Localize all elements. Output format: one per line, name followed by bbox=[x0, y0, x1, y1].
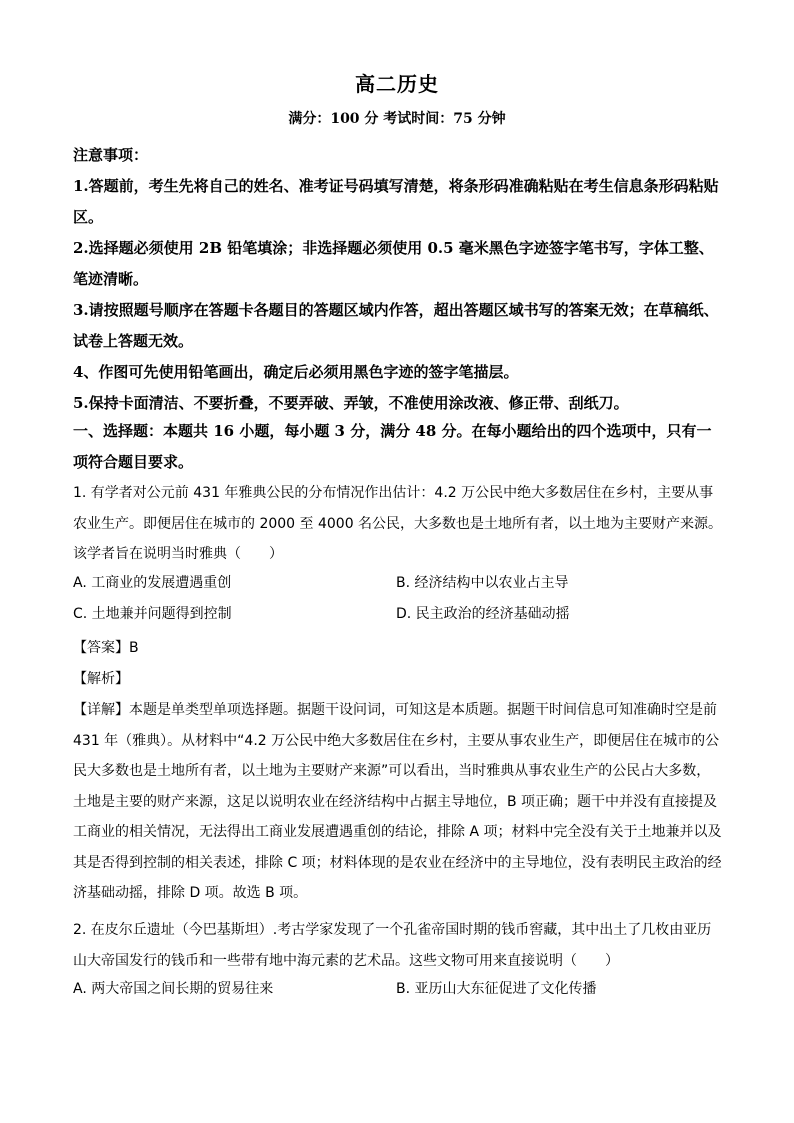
notice-heading: 注意事项： bbox=[73, 146, 149, 164]
question-2-option-b: B. 亚历山大东征促进了文化传播 bbox=[396, 981, 597, 997]
question-1-option-d: D. 民主政治的经济基础动摇 bbox=[396, 606, 570, 622]
question-1-option-b: B. 经济结构中以农业占主导 bbox=[396, 575, 569, 591]
page-title: 高二历史 bbox=[355, 72, 439, 96]
question-2-options-row-1 bbox=[73, 978, 723, 1008]
question-1-option-c: C. 土地兼并问题得到控制 bbox=[73, 606, 232, 622]
question-1-answer: 【答案】B bbox=[73, 640, 139, 656]
question-2-option-a: A. 两大帝国之间长期的贸易往来 bbox=[73, 981, 274, 997]
question-1-options-row-2 bbox=[73, 603, 723, 633]
notice-item-5: 5.保持卡面清洁、不要折叠，不要弄破、弄皱，不准使用涂改液、修正带、刮纸刀。 bbox=[73, 394, 629, 412]
notice-item-4: 4、作图可先使用铅笔画出，确定后必须用黑色字迹的签字笔描层。 bbox=[73, 363, 519, 381]
notice-item-2: 2.选择题必须使用 2B 铅笔填涂；非选择题必须使用 0.5 毫米黑色字迹签字笔书写，字体工整、笔迹清晰。 bbox=[73, 239, 714, 288]
question-1-options-row-1 bbox=[73, 572, 723, 602]
notice-item-3: 3.请按照题号顺序在答题卡各题目的答题区域内作答，超出答题区域书写的答案无效；在草稿纸、试卷上答题无效。 bbox=[73, 301, 719, 350]
question-1-stem: 1. 有学者对公元前 431 年雅典公民的分布情况作出估计：4.2 万公民中绝大多数居住在乡村，主要从事农业生产。即便居住在城市的 2000 至 4000 名公民，大多数也是土地所有者，以土地为主要财产来源。该学者旨在说明当时雅典（ ） bbox=[73, 485, 723, 562]
question-1-option-a: A. 工商业的发展遭遇重创 bbox=[73, 575, 232, 591]
exam-info: 满分：100 分 考试时间：75 分钟 bbox=[288, 111, 506, 127]
question-1-analysis-label: 【解析】 bbox=[73, 671, 129, 687]
notice-item-1: 1.答题前，考生先将自己的姓名、准考证号码填写清楚，将条形码准确粘贴在考生信息条形码粘贴区。 bbox=[73, 177, 719, 226]
question-2-stem: 2. 在皮尔丘遗址（今巴基斯坦）.考古学家发现了一个孔雀帝国时期的钱币窖藏，其中出土了几枚由亚历山大帝国发行的钱币和一些带有地中海元素的艺术品。这些文物可用来直接说明（ ） bbox=[73, 922, 712, 969]
section-heading: 一、选择题：本题共 16 小题，每小题 3 分，满分 48 分。在每小题给出的四个选项中，只有一项符合题目要求。 bbox=[73, 422, 712, 471]
question-1-detail: 【详解】本题是单类型单项选择题。据题干设问词，可知这是本质题。据题干时间信息可知准确时空是前 431 年（雅典）。从材料中“4.2 万公民中绝大多数居住在乡村，主要从事农业生产，即便居住在城市的公民大多数也是土地所有者，以土地为主要财产来源”可以看出，当时雅典从事农业生产的公民占大多数，土地是主要的财产来源，这足以说明农业在经济结构中占据主导地位，B 项正确；题干中并没有直接提及工商业的相关情况，无法得出工商业发展遭遇重创的结论，排除 A 项；材料中完全没有关于土地兼并以及其是否得到控制的相关表述，排除 C 项；材料体现的是农业在经济中的主导地位，没有表明民主政治的经济基础动摇，排除 D 项。故选 B 项。 bbox=[73, 702, 722, 901]
notice-section bbox=[73, 140, 723, 419]
